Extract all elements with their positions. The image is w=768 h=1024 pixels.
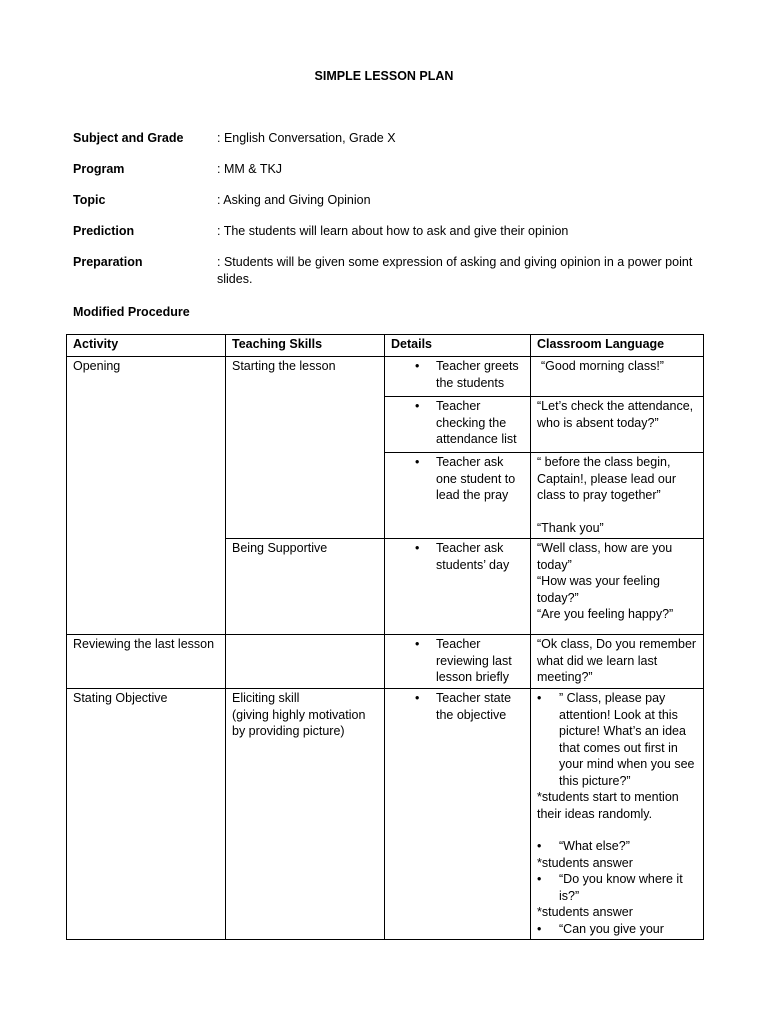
language-cell: “Ok class, Do you remember what did we learn last meeting?”: [531, 635, 704, 689]
activity-stating-objective: Stating Objective: [67, 689, 226, 940]
procedure-title: Modified Procedure: [73, 305, 190, 319]
detail-cell: [385, 635, 531, 689]
detail-item: • Teacher state the objective: [391, 690, 525, 723]
document-title: SIMPLE LESSON PLAN: [314, 69, 454, 83]
language-item: • ” Class, please pay attention! Look at this picture! What’s an idea that comes out first in your mind when you see this picture?”: [537, 690, 698, 789]
skill-starting-lesson: Starting the lesson: [226, 357, 385, 539]
meta-key: Program: [73, 162, 125, 176]
meta-value: : MM & TKJ: [217, 162, 283, 176]
detail-item: • Teacher greets the students: [391, 358, 525, 391]
language-text: “Thank you”: [537, 520, 604, 535]
detail-cell: [385, 689, 531, 940]
detail-cell: [385, 539, 531, 635]
meta-key: Prediction: [73, 224, 135, 238]
language-cell: [531, 453, 704, 539]
language-cell: [531, 539, 704, 635]
language-note: *students start to mention their ideas randomly.: [537, 790, 679, 821]
activity-opening: Opening: [67, 357, 226, 635]
header-teaching-skills: Teaching Skills: [226, 335, 385, 357]
language-text: “Good morning class!”: [541, 359, 664, 373]
meta-key: Topic: [73, 193, 106, 207]
meta-value: : English Conversation, Grade X: [217, 131, 396, 145]
meta-value: : Asking and Giving Opinion: [217, 193, 371, 207]
skill-being-supportive: Being Supportive: [226, 539, 385, 635]
header-activity: Activity: [67, 335, 226, 357]
language-text: “Well class, how are you today”: [537, 541, 673, 572]
meta-value: : The students will learn about how to ask and give their opinion: [217, 224, 569, 238]
language-text: “How was your feeling today?”: [537, 574, 660, 605]
table-header-row: [67, 335, 704, 357]
skill-cell: [226, 689, 385, 940]
meta-key: Subject and Grade: [73, 131, 184, 145]
language-note: *students answer: [537, 855, 633, 870]
language-text: “Are you feeling happy?”: [537, 607, 674, 621]
table-row: [67, 635, 704, 689]
detail-item: • Teacher ask students’ day: [391, 540, 525, 573]
language-item: • “What else?”: [537, 838, 698, 855]
detail-cell: [385, 357, 531, 397]
language-text: “ before the class begin, Captain!, please lead our class to pray together”: [537, 455, 676, 502]
detail-item: • Teacher checking the attendance list: [391, 398, 525, 448]
meta-value: : Students will be given some expression of asking and giving opinion in a power point slides.: [217, 255, 693, 286]
skill-text: Eliciting skill: [232, 691, 300, 705]
skill-cell: [226, 635, 385, 689]
detail-item: • Teacher reviewing last lesson briefly: [391, 636, 525, 686]
lesson-plan-table: [66, 334, 704, 940]
header-classroom-language: Classroom Language: [531, 335, 704, 357]
activity-reviewing: Reviewing the last lesson: [67, 635, 226, 689]
meta-key: Preparation: [73, 255, 143, 269]
language-cell: [531, 689, 704, 940]
table-row: [67, 357, 704, 397]
language-item: • “Do you know where it is?”: [537, 871, 698, 904]
language-item: • “Can you give your: [537, 921, 698, 938]
header-details: Details: [385, 335, 531, 357]
detail-item: • Teacher ask one student to lead the pray: [391, 454, 525, 504]
language-note: *students answer: [537, 905, 633, 919]
skill-note: (giving highly motivation by providing picture): [232, 707, 366, 738]
detail-cell: [385, 453, 531, 539]
language-cell: “Let’s check the attendance, who is absent today?”: [531, 397, 704, 453]
table-row: [67, 689, 704, 940]
language-cell: [531, 357, 704, 397]
detail-cell: [385, 397, 531, 453]
